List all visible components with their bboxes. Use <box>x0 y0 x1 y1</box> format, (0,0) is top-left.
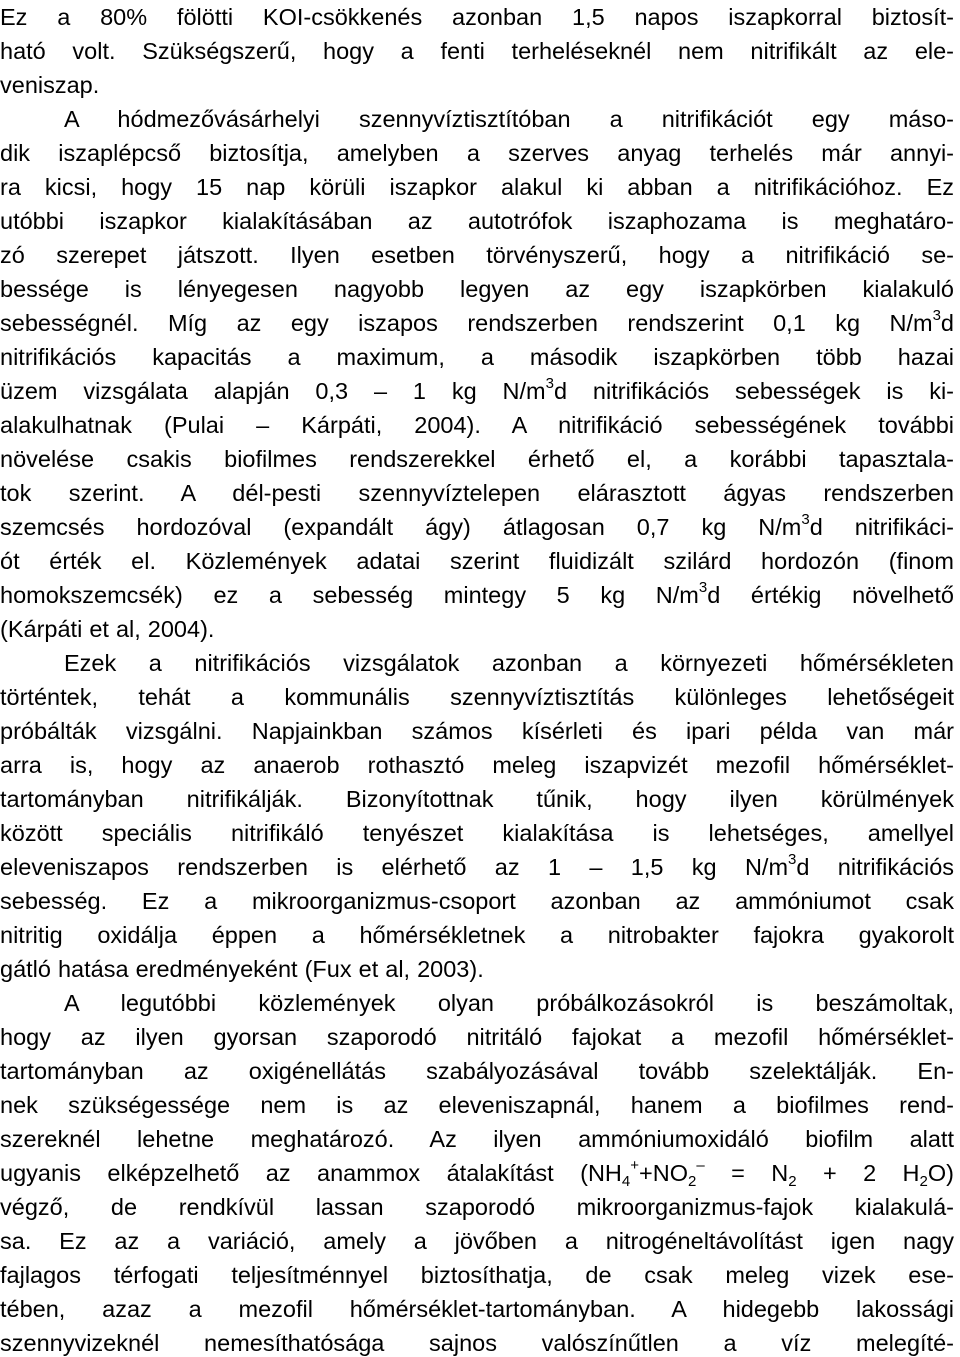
text-line: bessége is lényegesen nagyobb legyen az egy iszapkörben kialakuló <box>0 276 954 302</box>
text-segment: d nitrifikáci- <box>809 514 954 540</box>
text-line: veniszap. <box>0 72 100 98</box>
formula-subscript: 4 <box>621 1173 631 1190</box>
text-line: történtek, tehát a kommunális szennyvíztisztítás különleges lehetőségeit <box>0 684 954 710</box>
formula-segment: = N <box>704 1160 789 1186</box>
text-line-with-unit <box>0 510 954 544</box>
text-line: között speciális nitrifikáló tenyészet kialakítása is lehetséges, amellyel <box>0 820 954 846</box>
formula-subscript: 2 <box>919 1173 928 1190</box>
text-line: nitritig oxidálja éppen a hőmérsékletnek a nitrobakter fajokra gyakorolt <box>0 922 954 948</box>
unit-superscript: 3 <box>788 851 797 868</box>
formula-segment: O) <box>927 1160 954 1186</box>
formula-subscript: 2 <box>687 1173 697 1190</box>
text-line-with-unit <box>0 306 954 340</box>
text-segment: ugyanis elképzelhető az anammox átalakítást (NH <box>0 1160 622 1186</box>
text-line: hogy az ilyen gyorsan szaporodó nitritáló fajokat a mezofil hőmérséklet- <box>0 1024 954 1050</box>
text-segment: üzem vizsgálata alapján 0,3 – 1 kg N/m <box>0 378 546 404</box>
text-segment: sebességnél. Míg az egy iszapos rendszerben rendszerint 0,1 kg N/m <box>0 310 933 336</box>
formula-segment: +NO <box>639 1160 688 1186</box>
text-line: (Kárpáti et al, 2004). <box>0 616 215 642</box>
text-line: növelése csakis biofilmes rendszerekkel érhető el, a korábbi tapasztala- <box>0 446 954 472</box>
text-line: dik iszaplépcső biztosítja, amelyben a szerves anyag terhelés már annyi- <box>0 140 954 166</box>
text-line: A hódmezővásárhelyi szennyvíztisztítóban a nitrifikációt egy máso- <box>64 106 954 132</box>
unit-superscript: 3 <box>801 511 810 528</box>
text-segment: eleveniszapos rendszerben is elérhető az 1 – 1,5 kg N/m <box>0 854 789 880</box>
text-line: nek szükségessége nem is az eleveniszapnál, hanem a biofilmes rend- <box>0 1092 954 1118</box>
text-line: alakulhatnak (Pulai – Kárpáti, 2004). A nitrifikáció sebességének további <box>0 412 954 438</box>
text-line-with-unit <box>0 578 954 612</box>
formula-superscript: – <box>696 1157 705 1174</box>
formula-superscript: + <box>630 1157 639 1174</box>
text-line: tartományban nitrifikálják. Bizonyítottnak tűnik, hogy ilyen körülmények <box>0 786 954 812</box>
text-segment: d <box>940 310 954 336</box>
text-line: A legutóbbi közlemények olyan próbálkozásokról is beszámoltak, <box>64 990 954 1016</box>
text-line-with-unit <box>0 850 954 884</box>
text-line: szennyvizeknél nemesíthatósága sajnos valószínűtlen a víz melegíté- <box>0 1330 954 1356</box>
text-segment: d nitrifikációs sebességek is ki- <box>553 378 954 404</box>
text-line-with-unit <box>0 374 954 408</box>
text-segment: szemcsés hordozóval (expandált ágy) átlagosan 0,7 kg N/m <box>0 514 802 540</box>
unit-superscript: 3 <box>698 579 708 596</box>
text-line: utóbbi iszapkor kialakításában az autotrófok iszaphozama is meghatáro- <box>0 208 954 234</box>
text-segment: homokszemcsék) ez a sebesség mintegy 5 kg N/m <box>0 582 699 608</box>
formula-subscript: 2 <box>788 1173 797 1190</box>
text-line: Ez a 80% fölötti KOI-csökkenés azonban 1,5 napos iszapkorral biztosít- <box>0 4 954 30</box>
text-segment: d nitrifikációs <box>796 854 955 880</box>
text-line: végző, de rendkívül lassan szaporodó mikroorganizmus-fajok kialakulá- <box>0 1194 954 1220</box>
text-line: tében, azaz a mezofil hőmérséklet-tartományban. A hidegebb lakossági <box>0 1296 954 1322</box>
text-line: arra is, hogy az anaerob rothasztó meleg iszapvizét mezofil hőmérséklet- <box>0 752 954 778</box>
text-line: sebesség. Ez a mikroorganizmus-csoport azonban az ammóniumot csak <box>0 888 954 914</box>
text-line-with-formula <box>0 1156 954 1190</box>
text-line: szereknél lehetne meghatározó. Az ilyen ammóniumoxidáló biofilm alatt <box>0 1126 954 1152</box>
text-line: Ezek a nitrifikációs vizsgálatok azonban a környezeti hőmérsékleten <box>64 650 954 676</box>
text-line: tok szerint. A dél-pesti szennyvíztelepen elárasztott ágyas rendszerben <box>0 480 954 506</box>
text-line: próbálták vizsgálni. Napjainkban számos kísérleti és ipari példa van már <box>0 718 954 744</box>
text-segment: d értékig növelhető <box>707 582 954 608</box>
unit-superscript: 3 <box>545 375 554 392</box>
text-line: ható volt. Szükségszerű, hogy a fenti terheléseknél nem nitrifikált az ele- <box>0 38 954 64</box>
text-line: sa. Ez az a variáció, amely a jövőben a nitrogéneltávolítást igen nagy <box>0 1228 954 1254</box>
text-line: ra kicsi, hogy 15 nap körüli iszapkor alakul ki abban a nitrifikációhoz. Ez <box>0 174 954 200</box>
text-line: fajlagos térfogati teljesítménnyel biztosíthatja, de csak meleg vizek ese- <box>0 1262 954 1288</box>
unit-superscript: 3 <box>932 307 941 324</box>
text-line: gátló hatása eredményeként (Fux et al, 2003). <box>0 956 484 982</box>
text-line: ót érték el. Közlemények adatai szerint fluidizált szilárd hordozón (finom <box>0 548 954 574</box>
formula-segment: + 2 H <box>796 1160 920 1186</box>
text-line: nitrifikációs kapacitás a maximum, a második iszapkörben több hazai <box>0 344 954 370</box>
text-line: tartományban az oxigénellátás szabályozásával tovább szelektálják. En- <box>0 1058 954 1084</box>
text-line: zó szerepet játszott. Ilyen esetben törvényszerű, hogy a nitrifikáció se- <box>0 242 954 268</box>
